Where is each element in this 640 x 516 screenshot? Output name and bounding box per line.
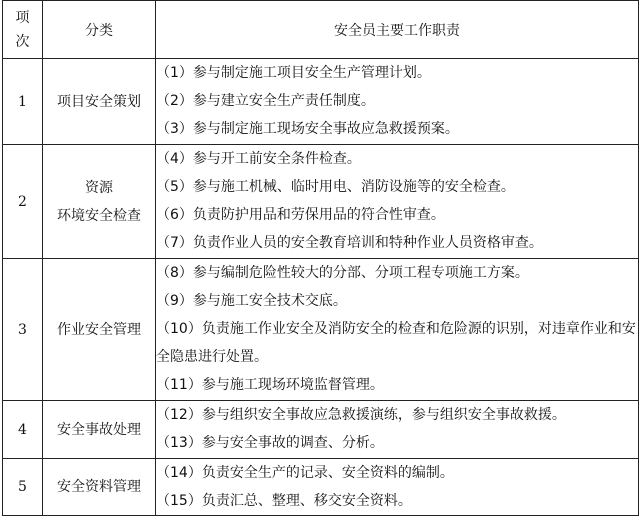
- duty-item: （14）负责安全生产的记录、安全资料的编制。: [156, 465, 454, 481]
- row-duties: [156, 59, 639, 145]
- duty-item: （12）参与组织安全事故应急救援演练，参与组织安全事故救援。: [156, 407, 566, 423]
- duty-item: （10）负责施工作业安全及消防安全的检查和危险源的识别，对违章作业和安全隐患进行处置。: [156, 321, 636, 365]
- duty-item: （6）负责防护用品和劳保用品的符合性审查。: [156, 207, 445, 223]
- duty-item: （11）参与施工现场环境监督管理。: [156, 377, 384, 393]
- row-index: 5: [3, 459, 43, 516]
- table-row: [3, 145, 639, 259]
- category-line: 资源: [85, 179, 113, 196]
- row-index: 3: [3, 259, 43, 401]
- table-row: [3, 59, 639, 145]
- row-index: 4: [3, 401, 43, 459]
- category-line: 作业安全管理: [57, 321, 141, 338]
- duty-item: （3）参与制定施工现场安全事故应急救援预案。: [156, 121, 459, 137]
- duties-table: [2, 0, 639, 516]
- duty-item: （1）参与制定施工项目安全生产管理计划。: [156, 65, 431, 81]
- duty-item: （13）参与安全事故的调查、分析。: [156, 435, 384, 451]
- duty-item: （2）参与建立安全生产责任制度。: [156, 93, 375, 109]
- row-category: [43, 59, 156, 145]
- header-index: [3, 1, 43, 59]
- row-category: [43, 459, 156, 516]
- header-index-line2: 次: [15, 33, 30, 50]
- row-category: [43, 401, 156, 459]
- table-row: [3, 459, 639, 516]
- header-index-line1: 项: [15, 9, 30, 26]
- duty-item: （8）参与编制危险性较大的分部、分项工程专项施工方案。: [156, 265, 529, 281]
- category-line: 环境安全检查: [57, 207, 141, 224]
- table-header-row: [3, 1, 639, 59]
- header-category: 分类: [43, 1, 156, 59]
- category-line: 项目安全策划: [57, 93, 141, 110]
- row-index: 1: [3, 59, 43, 145]
- duty-item: （4）参与开工前安全条件检查。: [156, 151, 361, 167]
- duty-item: （7）负责作业人员的安全教育培训和特种作业人员资格审查。: [156, 235, 543, 251]
- row-duties: [156, 259, 639, 401]
- row-index: 2: [3, 145, 43, 259]
- table-row: [3, 401, 639, 459]
- header-duties: 安全员主要工作职责: [156, 1, 639, 59]
- duty-item: （15）负责汇总、整理、移交安全资料。: [156, 493, 412, 509]
- category-line: 安全资料管理: [57, 479, 141, 495]
- row-category: [43, 145, 156, 259]
- table-row: [3, 259, 639, 401]
- duty-item: （9）参与施工安全技术交底。: [156, 293, 347, 309]
- row-duties: [156, 145, 639, 259]
- row-duties: [156, 401, 639, 459]
- duty-item: （5）参与施工机械、临时用电、消防设施等的安全检查。: [156, 179, 515, 195]
- row-category: [43, 259, 156, 401]
- category-line: 安全事故处理: [57, 421, 141, 438]
- row-duties: [156, 459, 639, 516]
